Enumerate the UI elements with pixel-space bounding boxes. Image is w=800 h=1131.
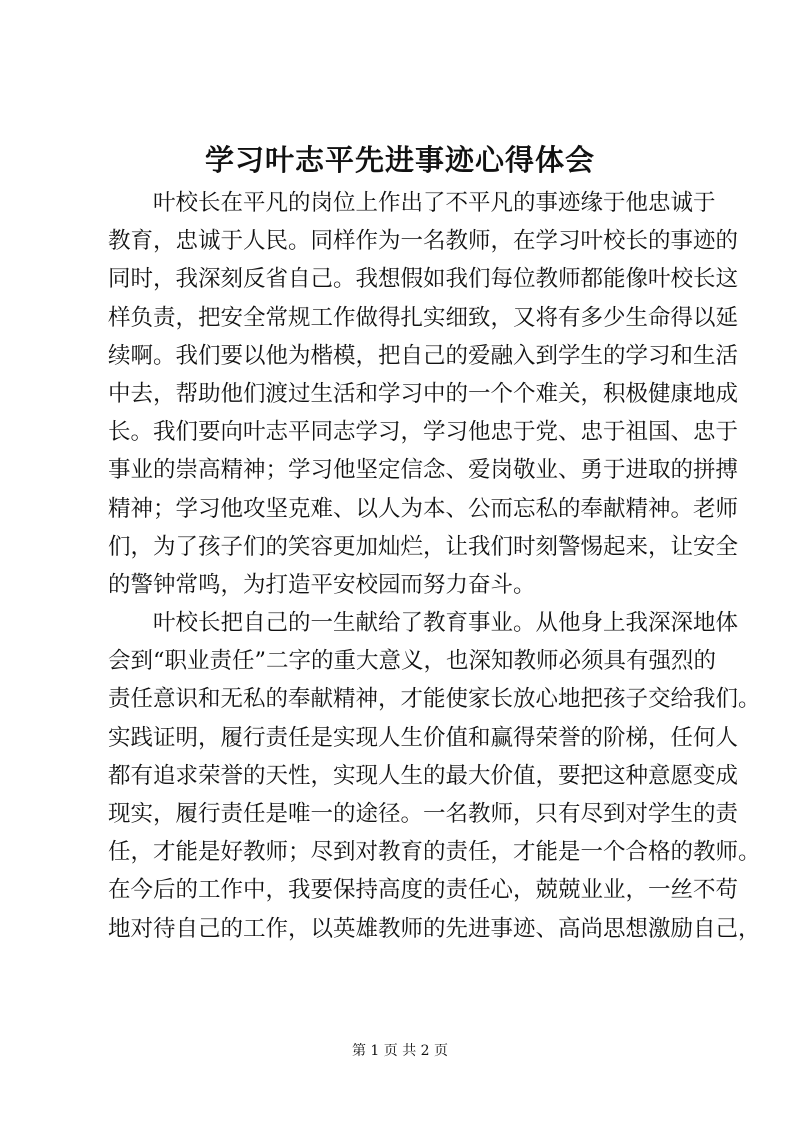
paragraph-line: 续啊。我们要以他为楷模，把自己的爱融入到学生的学习和生活 bbox=[108, 342, 739, 369]
paragraph-line: 长。我们要向叶志平同志学习，学习他忠于党、忠于祖国、忠于 bbox=[108, 419, 739, 446]
paragraph-line: 中去，帮助他们渡过生活和学习中的一个个难关，积极健康地成 bbox=[108, 380, 739, 407]
paragraph-line: 精神；学习他攻坚克难、以人为本、公而忘私的奉献精神。老师 bbox=[108, 495, 739, 522]
document-body bbox=[108, 184, 761, 948]
paragraph-line: 都有追求荣誉的天性，实现人生的最大价值，要把这种意愿变成 bbox=[108, 762, 739, 789]
paragraph-line: 叶校长把自己的一生献给了教育事业。从他身上我深深地体 bbox=[153, 610, 739, 637]
paragraph-2 bbox=[108, 604, 761, 948]
paragraph-line: 会到“职业责任”二字的重大意义，也深知教师必须具有强烈的 bbox=[108, 648, 717, 675]
paragraph-line: 责任意识和无私的奉献精神，才能使家长放心地把孩子交给我们。 bbox=[108, 686, 761, 713]
paragraph-line: 现实，履行责任是唯一的途径。一名教师，只有尽到对学生的责 bbox=[108, 801, 739, 827]
paragraph-line: 的警钟常鸣，为打造平安校园而努力奋斗。 bbox=[108, 571, 536, 598]
paragraph-line: 们，为了孩子们的笑容更加灿烂，让我们时刻警惕起来，让安全 bbox=[108, 533, 739, 560]
paragraph-line: 事业的崇高精神；学习他坚定信念、爱岗敬业、勇于进取的拼搏 bbox=[108, 457, 739, 484]
document-title: 学习叶志平先进事迹心得体会 bbox=[204, 143, 595, 177]
paragraph-line: 地对待自己的工作，以英雄教师的先进事迹、高尚思想激励自己， bbox=[108, 915, 761, 942]
paragraph-line: 实践证明，履行责任是实现人生价值和赢得荣誉的阶梯，任何人 bbox=[108, 724, 739, 751]
paragraph-line: 同时，我深刻反省自己。我想假如我们每位教师都能像叶校长这 bbox=[108, 266, 739, 293]
paragraph-line: 教育，忠诚于人民。同样作为一名教师，在学习叶校长的事迹的 bbox=[108, 228, 739, 255]
paragraph-line: 在今后的工作中，我要保持高度的责任心，兢兢业业，一丝不苟 bbox=[108, 877, 739, 904]
paragraph-line: 样负责，把安全常规工作做得扎实细致，又将有多少生命得以延 bbox=[108, 304, 739, 331]
page-number-footer: 第 1 页 共 2 页 bbox=[351, 1043, 449, 1059]
paragraph-line: 任，才能是好教师；尽到对教育的责任，才能是一个合格的教师。 bbox=[108, 839, 761, 866]
paragraph-1 bbox=[108, 184, 739, 604]
paragraph-line: 叶校长在平凡的岗位上作出了不平凡的事迹缘于他忠诚于 bbox=[153, 190, 716, 216]
